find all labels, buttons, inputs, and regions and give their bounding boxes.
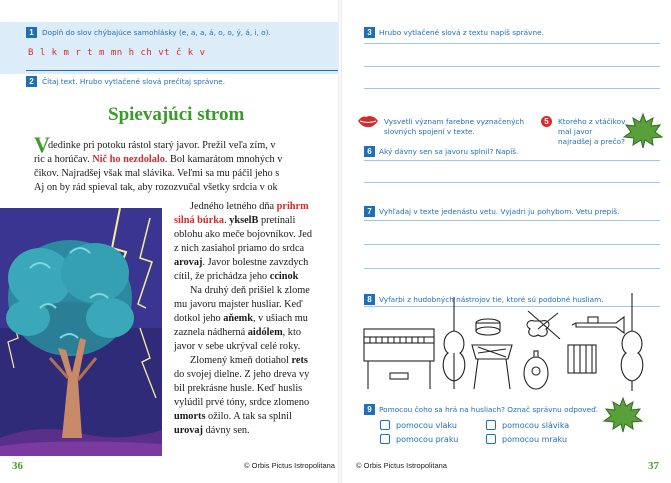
task2-number: 2: [26, 76, 37, 87]
lips-icon: [357, 113, 379, 129]
task8-number: 8: [364, 294, 375, 305]
answer-checkbox[interactable]: [486, 434, 496, 444]
task9-number: 9: [364, 404, 375, 415]
answer-line[interactable]: [364, 268, 660, 269]
answer-checkbox[interactable]: [486, 420, 496, 430]
story-line: cítil, že prichádza jeho ccinok: [174, 271, 299, 282]
violin-icon: [527, 311, 560, 339]
story-line: dotkol jeho aňemk, v ušiach mu: [174, 313, 308, 324]
drum-icon: [476, 319, 500, 335]
answer-option: pomocou vlaku: [396, 421, 457, 430]
story-line: z nich zasiahol priamo do srdca: [174, 243, 305, 254]
task3-instruction: Hrubo vytlačené slová z textu napíš správne.: [379, 28, 544, 37]
story-line: vylúdil prvé tóny, srdce zlomeno: [174, 397, 310, 408]
storm-tree-image: [0, 208, 162, 456]
guitar-icon: [524, 351, 548, 389]
task4-instruction: Vysvetli význam farebne vyznačených: [384, 117, 525, 126]
story-dropcap: V: [34, 132, 50, 157]
story-line: javor v sebe ukrýval celé roky.: [174, 341, 301, 352]
answer-line[interactable]: [364, 66, 660, 67]
task1-letters: B l k m r t m mn h ch vt č k v: [28, 48, 206, 58]
story-line: umorts ožilo. A tak sa splnil: [174, 411, 292, 422]
task3-number: 3: [364, 27, 375, 38]
instruments-illustration: [362, 293, 662, 395]
task6-instruction: Aký dávny sen sa javoru splnil? Napíš.: [379, 147, 519, 156]
task1-number: 1: [26, 27, 37, 38]
story-line: Zlomený kmeň dotiahol rets: [190, 355, 308, 366]
story-line: arovaj. Javor bolestne zavzdych: [174, 257, 309, 268]
answer-option: pomocou praku: [396, 435, 459, 444]
right-page: [342, 0, 671, 483]
story-line: oblohu ako meče bojovníkov. Jed: [174, 229, 313, 240]
task7-number: 7: [364, 206, 375, 217]
story-line: do svojej dielne. Z jeho dreva vy: [174, 369, 310, 380]
double-bass-icon: [443, 297, 465, 389]
task5-instruction-3: najradšej a prečo?: [558, 137, 625, 146]
story-line: Aj on by rád spieval tak, aby rozozvučal všetky srdcia v ok: [34, 182, 278, 193]
answer-option: pomocou mraku: [502, 435, 568, 444]
cello-icon: [621, 293, 643, 391]
answer-option: pomocou slávika: [502, 421, 570, 430]
accordion-icon: [568, 345, 596, 373]
piano-icon: [364, 329, 434, 389]
trumpet-icon: [572, 317, 624, 333]
tree-illustration: [0, 208, 162, 456]
task5-instruction-2: mal javor: [558, 127, 593, 136]
story-line: urovaj dávny sen.: [174, 425, 250, 436]
story-line: ric a horúčav. Nič ho nezdolalo. Bol kamarátom mnohých v: [34, 154, 283, 165]
task5-instruction: Ktorého z vtáčikov: [558, 117, 626, 126]
story-line: mu javoru majster husliar. Keď: [174, 299, 303, 310]
answer-line[interactable]: [364, 88, 660, 89]
answer-checkbox[interactable]: [380, 434, 390, 444]
footer-publisher-left: © Orbis Pictus Istropolitana: [244, 461, 335, 470]
answer-checkbox[interactable]: [380, 420, 390, 430]
cimbalom-icon: [472, 345, 512, 389]
footer-publisher-right: © Orbis Pictus Istropolitana: [356, 461, 447, 470]
task9-instruction: Pomocou čoho sa hrá na husliach? Označ správnu odpoveď.: [379, 405, 599, 414]
story-line: Na druhý deň prišiel k zlome: [190, 285, 310, 296]
answer-line[interactable]: [364, 182, 660, 183]
page-number-left: 36: [12, 460, 23, 472]
task2-instruction: Čítaj text. Hrubo vytlačené slová prečítaj správne.: [42, 77, 226, 86]
answer-line[interactable]: [364, 244, 660, 245]
task1-rule: [26, 70, 340, 71]
task8-instruction: Vyfarbi z hudobných nástrojov tie, ktoré sú podobné husliam.: [379, 295, 604, 304]
task1-instruction: Doplň do slov chýbajúce samohlásky (e, a, a, á, o, o, ý, á, i, o).: [42, 28, 271, 37]
answer-line[interactable]: [364, 43, 660, 44]
task5-number: 5: [541, 116, 552, 127]
story-line: zaznela nádherná aidólem, kto: [174, 327, 301, 338]
story-line: čikov. Najradšej však mal slávika. Veľmi sa mu páčil jeho s: [34, 168, 280, 179]
answer-line[interactable]: [364, 160, 660, 161]
page-number-right: 37: [648, 460, 659, 472]
maple-leaf-icon: [602, 396, 644, 434]
page-title: Spievajúci strom: [108, 104, 245, 125]
story-line: silná búrka. ykselB pretínali: [174, 215, 296, 226]
maple-leaf-icon: [622, 112, 664, 150]
answer-line[interactable]: [364, 220, 660, 221]
task6-number: 6: [364, 146, 375, 157]
story-line: dedinke pri potoku rástol starý javor. Prežil veľa zím, v: [48, 140, 276, 151]
task7-instruction: Vyhľadaj v texte jedenástu vetu. Vyjadri ju pohybom. Vetu prepíš.: [379, 207, 620, 216]
story-line: Jedného letného dňa prihrm: [190, 201, 309, 212]
task4-instruction-2: slovných spojení v texte.: [384, 127, 475, 136]
story-line: bil prekrásne husle. Keď huslis: [174, 383, 303, 394]
highlight-phrase: Nič ho nezdolalo: [92, 154, 165, 165]
